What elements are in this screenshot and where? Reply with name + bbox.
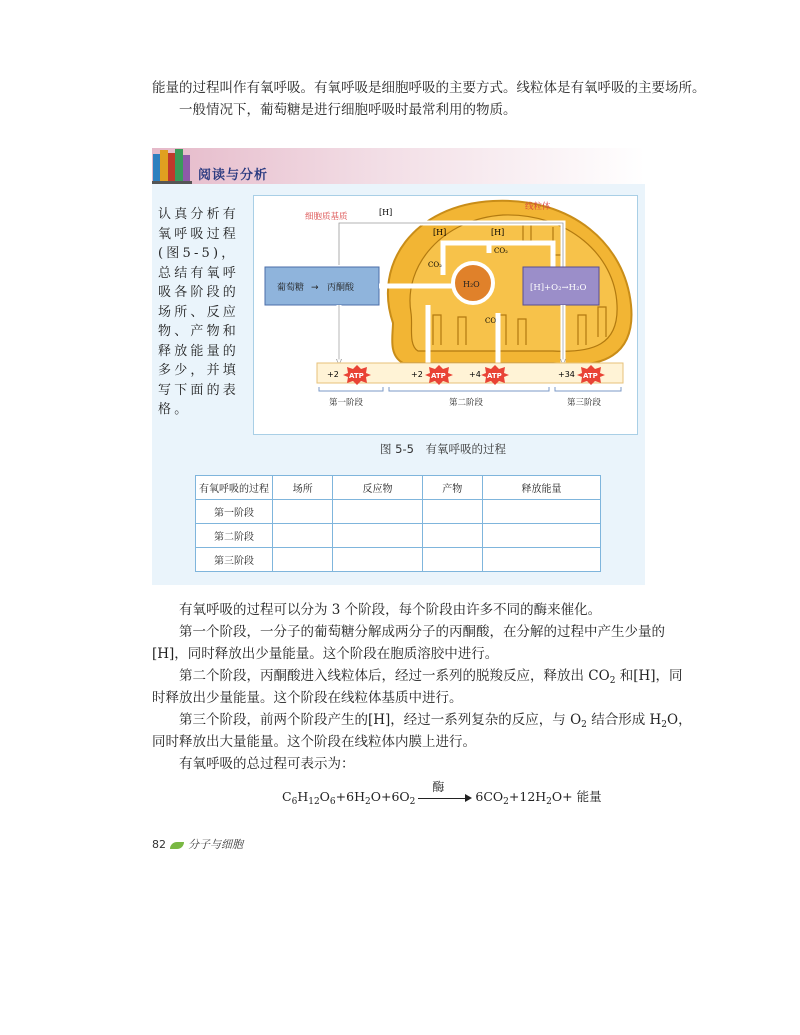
body-paragraph-3a: 第二个阶段，丙酮酸进入线粒体后，经过一系列的脱羧反应，释放出 $CO_2$ 和[H]，同 — [179, 668, 683, 686]
stage-label-3: 第三阶段 — [567, 398, 602, 408]
atp-yield-2: +2 — [411, 370, 423, 379]
intro-line-2: 一般情况下，葡萄糖是进行细胞呼吸时最常利用的物质。 — [179, 102, 517, 118]
table-header: 有氧呼吸的过程 — [196, 476, 273, 500]
row-label: 第二阶段 — [196, 524, 273, 548]
atp-yield-3: +4 — [469, 370, 481, 379]
table-header: 释放能量 — [483, 476, 601, 500]
page-footer — [152, 836, 243, 852]
row-label: 第一阶段 — [196, 500, 273, 524]
h-label-top: [H] — [379, 208, 393, 217]
table-cell — [333, 548, 422, 572]
h-label-left: [H] — [433, 228, 447, 237]
body-paragraph-3b: 时释放出少量能量。这个阶段在线粒体基质中进行。 — [152, 690, 463, 706]
table-row — [196, 548, 601, 572]
panel-title: 阅读与分析 — [198, 168, 269, 183]
reaction-arrow — [418, 779, 472, 803]
cytoplasm-label: 细胞质基质 — [305, 212, 348, 222]
table-header: 反应物 — [333, 476, 422, 500]
table-cell — [483, 500, 601, 524]
glucose-label: 葡萄糖 — [277, 283, 305, 293]
atp-label-4: ATP — [583, 372, 598, 380]
final-stage-label: [H]+O₂→H₂O — [530, 283, 587, 293]
table-cell — [422, 500, 482, 524]
water-label: H₂O — [463, 280, 480, 289]
body-paragraph-5: 有氧呼吸的总过程可表示为： — [179, 756, 355, 772]
table-cell — [333, 500, 422, 524]
table-cell — [483, 548, 601, 572]
energy-label: 能量 — [576, 789, 602, 804]
stage-label-2: 第二阶段 — [449, 398, 484, 408]
intro-line-1: 能量的过程叫作有氧呼吸。有氧呼吸是细胞呼吸的主要方式。线粒体是有氧呼吸的主要场所。 — [152, 80, 706, 96]
mitochondrion-label: 线粒体 — [525, 202, 551, 212]
co2-label-3: CO₂ — [485, 317, 499, 325]
atp-label-3: ATP — [487, 372, 502, 380]
enzyme-label: 酶 — [432, 779, 445, 794]
body-paragraph-1: 有氧呼吸的过程可以分为 3 个阶段，每个阶段由许多不同的酶来催化。 — [179, 602, 602, 618]
table-cell — [273, 548, 333, 572]
books-icon — [150, 144, 196, 184]
body-paragraph-4a: 第三个阶段，前两个阶段产生的[H]，经过一系列复杂的反应，与 $O_2$ 结合形成 $H_2O$， — [179, 712, 692, 730]
respiration-equation: $C_6H_{12}O_6+6H_2O+6O_2$ 酶 $6CO_2+12H_2O+$ 能量 — [282, 779, 602, 807]
instruction-text: 认真分析有氧呼吸过程(图5-5)，总结有氧呼吸各阶段的场所、反应物、产物和释放能量的多少，并填写下面的表格。 — [158, 207, 240, 417]
atp-label-1: ATP — [349, 372, 364, 380]
figure-caption: 图 5-5 有氧呼吸的过程 — [380, 442, 506, 456]
table-header-row — [196, 476, 601, 500]
co2-label-2: CO₂ — [494, 247, 508, 255]
atp-yield-4: +34 — [558, 370, 575, 379]
table-header: 场所 — [273, 476, 333, 500]
table-cell — [422, 548, 482, 572]
body-paragraph-2a: 第一个阶段，一分子的葡萄糖分解成两分子的丙酮酸，在分解的过程中产生少量的 — [179, 624, 665, 640]
body-paragraph-2b: [H]，同时释放出少量能量。这个阶段在胞质溶胶中进行。 — [152, 646, 499, 662]
co2-label-1: CO₂ — [428, 261, 442, 269]
respiration-diagram — [253, 195, 637, 435]
stage-label-1: 第一阶段 — [329, 398, 364, 408]
svg-text:→: → — [311, 283, 319, 293]
leaf-icon — [170, 842, 184, 849]
table-header: 产物 — [422, 476, 482, 500]
table-cell — [422, 524, 482, 548]
body-paragraph-4b: 同时释放出大量能量。这个阶段在线粒体内膜上进行。 — [152, 734, 476, 750]
table-row — [196, 500, 601, 524]
row-label: 第三阶段 — [196, 548, 273, 572]
page-number: 82 — [152, 838, 166, 851]
table-cell — [483, 524, 601, 548]
pyruvate-label: 丙酮酸 — [327, 283, 355, 293]
table-cell — [273, 500, 333, 524]
table-cell — [273, 524, 333, 548]
table-row — [196, 524, 601, 548]
book-section: 分子与细胞 — [188, 838, 243, 851]
atp-label-2: ATP — [431, 372, 446, 380]
respiration-stages-table — [195, 475, 601, 572]
table-cell — [333, 524, 422, 548]
atp-yield-1: +2 — [327, 370, 339, 379]
h-label-right: [H] — [491, 228, 505, 237]
